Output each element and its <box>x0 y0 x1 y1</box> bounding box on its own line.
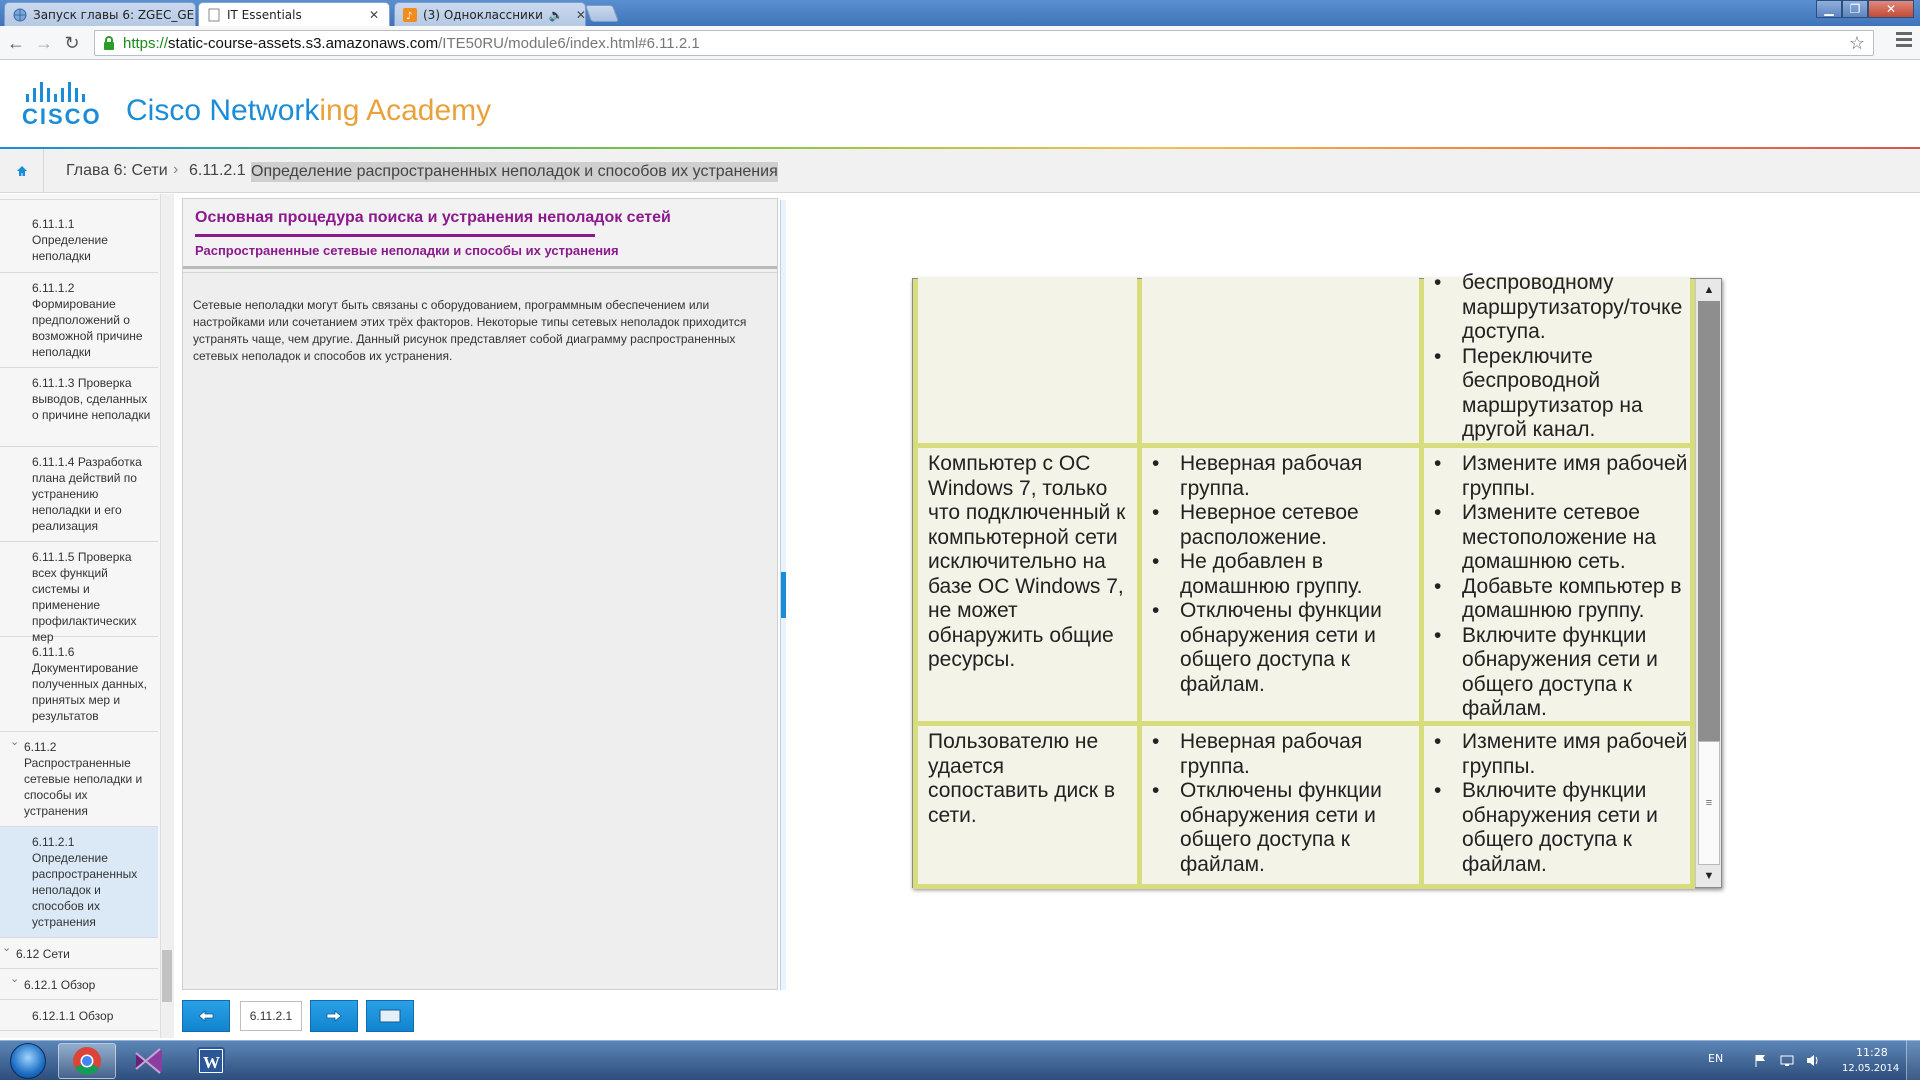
sidebar-item-label: 6.11.1.4 Разработка плана действий по устранению неполадки и его реализация <box>32 455 142 533</box>
scroll-up-icon[interactable]: ▲ <box>1703 284 1715 296</box>
page-number: 6.11.2.1 <box>240 1001 302 1031</box>
browser-tabstrip <box>0 0 1920 26</box>
list-item: • Неверная рабочая группа. <box>1142 730 1419 779</box>
browser-menu-icon[interactable] <box>1896 32 1912 48</box>
sidebar-item-6-11-1-1[interactable] <box>0 210 158 273</box>
previous-page-button[interactable] <box>182 1000 230 1032</box>
sidebar-item-6-11-1-4[interactable] <box>0 447 158 542</box>
sidebar-item-6-11-1-3[interactable] <box>0 368 158 447</box>
sidebar-item-label: 6.11.2.1 Определение распространенных неполадок и способов их устранения <box>32 835 138 929</box>
sidebar-item-6-11-1-2[interactable] <box>0 273 158 368</box>
minimize-button[interactable]: ▁ <box>1816 0 1842 18</box>
list-item: • Отключены функции обнаружения сети и общего доступа к файлам. <box>1142 599 1419 697</box>
maximize-button[interactable]: ❐ <box>1842 0 1868 18</box>
breadcrumb-section-number: 6.11.2.1 <box>189 162 246 179</box>
list-item: • Включите функции обнаружения сети и общего доступа к файлам. <box>1424 779 1690 877</box>
table-cell-problem: Компьютер с ОС Windows 7, только что подключенный к компьютерной сети исключительно на базе ОС Windows 7, не может обнаружить общие ресурсы. <box>918 448 1137 721</box>
word-icon <box>197 1047 225 1075</box>
breadcrumb <box>0 149 1920 193</box>
content-subtitle: Распространенные сетевые неполадки и способы их устранения <box>195 243 619 258</box>
list-item: • Добавьте компьютер в домашнюю группу. <box>1424 575 1690 624</box>
chrome-icon <box>72 1046 102 1076</box>
bookmark-star-icon[interactable]: ☆ <box>1848 33 1865 53</box>
address-bar[interactable] <box>94 30 1874 56</box>
course-sidebar <box>0 194 174 1038</box>
content-title: Основная процедура поиска и устранения неполадок сетей <box>195 209 671 226</box>
cisco-bars-icon <box>26 80 108 102</box>
breadcrumb-chapter[interactable]: Глава 6: Сети <box>66 162 168 179</box>
url-scheme: https:// <box>123 34 169 52</box>
chevron-down-icon: ⌄ <box>2 942 12 954</box>
content-header <box>183 199 777 269</box>
list-item: • Измените имя рабочей группы. <box>1424 452 1690 501</box>
taskbar-chrome[interactable] <box>58 1043 116 1079</box>
table-cell-causes <box>1142 277 1419 443</box>
speaker-icon[interactable]: 🔈 <box>548 7 564 22</box>
list-item: • Отключены функции обнаружения сети и общего доступа к файлам. <box>1142 779 1419 877</box>
sidebar-item-6-12-1-1[interactable] <box>0 1000 158 1031</box>
list-item: • беспроводному маршрутизатору/точке доступа. <box>1424 271 1690 345</box>
sidebar-item-6-12[interactable] <box>0 938 158 969</box>
sidebar-item-6-12-1[interactable] <box>0 969 158 1000</box>
sidebar-item-6-11-1-5[interactable] <box>0 542 158 644</box>
sidebar-item-6-11-2[interactable] <box>0 732 158 827</box>
academy-title-part2: ing Academy <box>319 94 492 127</box>
sidebar-item-6-11-2-1[interactable] <box>0 827 158 938</box>
svg-text:W: W <box>203 1053 220 1072</box>
sidebar-item-label: 6.11.1.3 Проверка выводов, сделанных о причине неполадки <box>32 376 151 422</box>
home-icon <box>16 165 28 177</box>
tab-it-essentials[interactable] <box>198 2 390 27</box>
reload-icon[interactable]: ↻ <box>64 32 80 53</box>
next-page-button[interactable] <box>310 1000 358 1032</box>
globe-icon <box>13 8 27 22</box>
language-indicator[interactable]: EN <box>1708 1052 1724 1065</box>
content-body <box>183 272 777 989</box>
screen-icon <box>379 1009 401 1023</box>
content-panel <box>182 198 778 990</box>
list-item: • Не добавлен в домашнюю группу. <box>1142 550 1419 599</box>
sidebar-item-label: 6.12.1 Обзор <box>24 978 96 992</box>
music-icon <box>403 8 417 22</box>
scroll-track[interactable] <box>1698 301 1720 741</box>
table-cell-solutions <box>1424 448 1690 721</box>
sidebar-item-label: 6.11.1.1 Определение неполадки <box>32 217 108 263</box>
list-item: • Неверное сетевое расположение. <box>1142 501 1419 550</box>
fullscreen-button[interactable] <box>366 1000 414 1032</box>
sidebar-item-label: 6.11.1.5 Проверка всех функций системы и применение профилактических мер <box>32 550 137 644</box>
content-text: Сетевые неполадки могут быть связаны с оборудованием, программным обеспечением или настройками или сочетанием этих трёх факторов. Некоторые типы сетевых неполадок приходится устранять чаще, чем другие. Данный рисунок представляет собой диаграмму распространенных сетевых неполадок и способов их устранения. <box>193 298 747 363</box>
table-cell-solutions <box>1424 726 1690 884</box>
scroll-thumb[interactable]: ≡ <box>1698 741 1720 865</box>
troubleshooting-table <box>913 271 1695 889</box>
sidebar-clipped-item <box>0 188 158 200</box>
scroll-down-icon[interactable]: ▼ <box>1703 870 1715 882</box>
list-item: • Неверная рабочая группа. <box>1142 452 1419 501</box>
figure-scrollbar[interactable] <box>1695 279 1721 887</box>
tab-label: Запуск главы 6: ZGEC_GE <box>33 7 195 22</box>
list-item: • Измените сетевое местоположение на домашнюю сеть. <box>1424 501 1690 575</box>
close-window-button[interactable]: ✕ <box>1868 0 1914 18</box>
table-cell-causes <box>1142 448 1419 721</box>
cisco-logo[interactable] <box>22 80 108 130</box>
show-desktop-button[interactable] <box>1906 1040 1920 1080</box>
academy-header <box>0 60 1920 148</box>
academy-title-part1: Cisco Network <box>126 94 320 127</box>
chevron-down-icon: ⌄ <box>10 736 20 748</box>
network-icon[interactable] <box>1780 1053 1794 1067</box>
list-item: • Включите функции обнаружения сети и общего доступа к файлам. <box>1424 624 1690 722</box>
taskbar-word[interactable] <box>182 1043 240 1079</box>
breadcrumb-chevron-icon: › <box>173 161 179 178</box>
tab-close-icon[interactable]: ✕ <box>368 8 379 22</box>
forward-arrow-icon[interactable]: → <box>35 32 53 53</box>
list-item: • Измените имя рабочей группы. <box>1424 730 1690 779</box>
new-tab-button[interactable] <box>585 5 619 22</box>
sidebar-item-label: 6.12.1.1 Обзор <box>32 1009 114 1023</box>
tab-close-icon[interactable]: ✕ <box>575 7 586 22</box>
volume-icon[interactable] <box>1806 1053 1820 1067</box>
taskbar-visual-studio[interactable] <box>120 1043 178 1079</box>
table-cell-causes <box>1142 726 1419 884</box>
svg-text:♪: ♪ <box>406 10 413 22</box>
back-arrow-icon[interactable]: ← <box>7 32 25 53</box>
tab-label: (3) Одноклассники <box>423 7 543 22</box>
sidebar-scrollbar[interactable] <box>160 194 174 1038</box>
cisco-wordmark: CISCO <box>22 104 102 129</box>
table-cell-problem: Пользователю не удается сопоставить диск в сети. <box>918 726 1137 884</box>
clock-date[interactable]: 12.05.2014 <box>1842 1063 1900 1074</box>
list-item: • Переключите беспроводной маршрутизатор на другой канал. <box>1424 345 1690 443</box>
table-cell-problem <box>918 277 1137 443</box>
url-path: /ITE50RU/module6/index.html#6.11.2.1 <box>438 34 700 52</box>
breadcrumb-section-title: Определение распространенных неполадок и способов их устранения <box>251 163 778 180</box>
sidebar-item-6-11-1-6[interactable] <box>0 637 158 732</box>
sidebar-scroll-thumb[interactable] <box>162 950 172 1002</box>
sidebar-item-label: 6.11.1.6 Документирование полученных данных, принятых мер и результатов <box>32 645 147 723</box>
clock-time[interactable]: 11:28 <box>1856 1046 1888 1059</box>
page-icon <box>207 8 221 22</box>
browser-toolbar <box>0 26 1920 60</box>
home-button[interactable] <box>0 149 44 193</box>
visual-studio-icon <box>134 1047 164 1075</box>
start-button[interactable] <box>4 1042 52 1080</box>
table-cell-solutions <box>1424 271 1690 443</box>
tab-chapter-launch[interactable] <box>4 2 196 26</box>
chevron-down-icon: ⌄ <box>10 973 20 985</box>
title-underline <box>195 234 595 237</box>
arrow-right-icon <box>326 1010 342 1022</box>
sidebar-item-label: 6.11.2 Распространенные сетевые неполадки и способы их устранения <box>24 740 143 818</box>
url-host: static-course-assets.s3.amazonaws.com <box>168 34 439 52</box>
troubleshooting-figure <box>912 271 1722 888</box>
lock-icon <box>101 35 117 51</box>
tab-odnoklassniki[interactable] <box>394 2 586 26</box>
arrow-left-icon <box>198 1010 214 1022</box>
action-center-flag-icon[interactable] <box>1754 1053 1768 1067</box>
sidebar-item-label: 6.12 Сети <box>16 947 70 961</box>
sidebar-item-label: 6.11.1.2 Формирование предположений о возможной причине неполадки <box>32 281 143 359</box>
academy-title <box>126 94 491 128</box>
windows-logo-icon <box>10 1043 46 1079</box>
panel-resize-handle[interactable] <box>781 572 786 618</box>
windows-taskbar <box>0 1040 1920 1080</box>
tab-label: IT Essentials <box>227 8 302 22</box>
